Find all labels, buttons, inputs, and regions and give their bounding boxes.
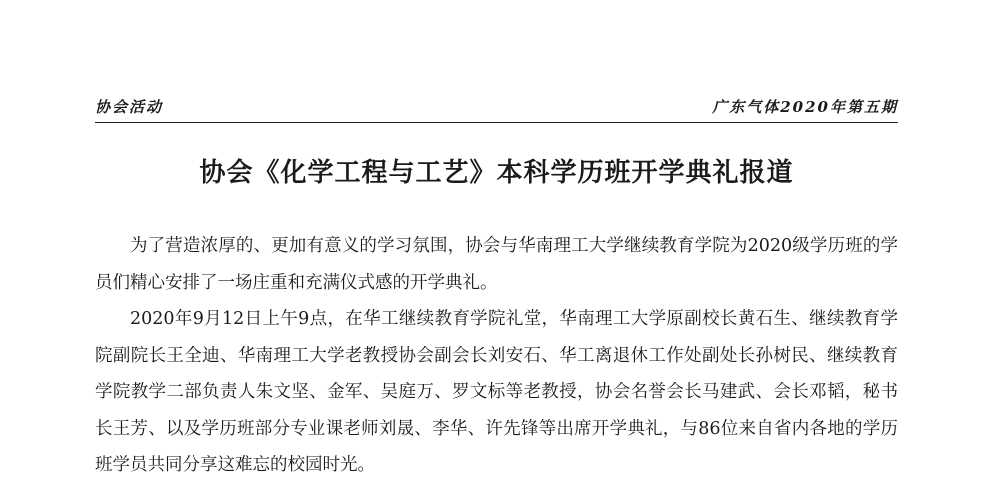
article-title: 协会《化学工程与工艺》本科学历班开学典礼报道 <box>199 158 794 188</box>
publication-issue: 广东气体2020年第五期 <box>712 98 898 116</box>
page-header <box>95 92 898 123</box>
paragraph: 2020年9月12日上午9点，在华工继续教育学院礼堂，华南理工大学原副校长黄石生、继续教育学院副院长王全迪、华南理工大学老教授协会副会长刘安石、华工离退休工作处副处长孙树民、继续教育学院教学二部负责人朱文坚、金军、吴庭万、罗文标等老教授，协会名誉会长马建武、会长邓韬，秘书长王芳、以及学历班部分专业课老师刘晟、李华、许先锋等出席开学典礼，与86位来自省内各地的学历班学员共同分享这难忘的校园时光。 <box>95 309 898 475</box>
section-label: 协会活动 <box>95 98 164 116</box>
paragraph: 为了营造浓厚的、更加有意义的学习氛围，协会与华南理工大学继续教育学院为2020级学历班的学员们精心安排了一场庄重和充满仪式感的开学典礼。 <box>95 236 898 293</box>
article-body <box>95 228 898 484</box>
